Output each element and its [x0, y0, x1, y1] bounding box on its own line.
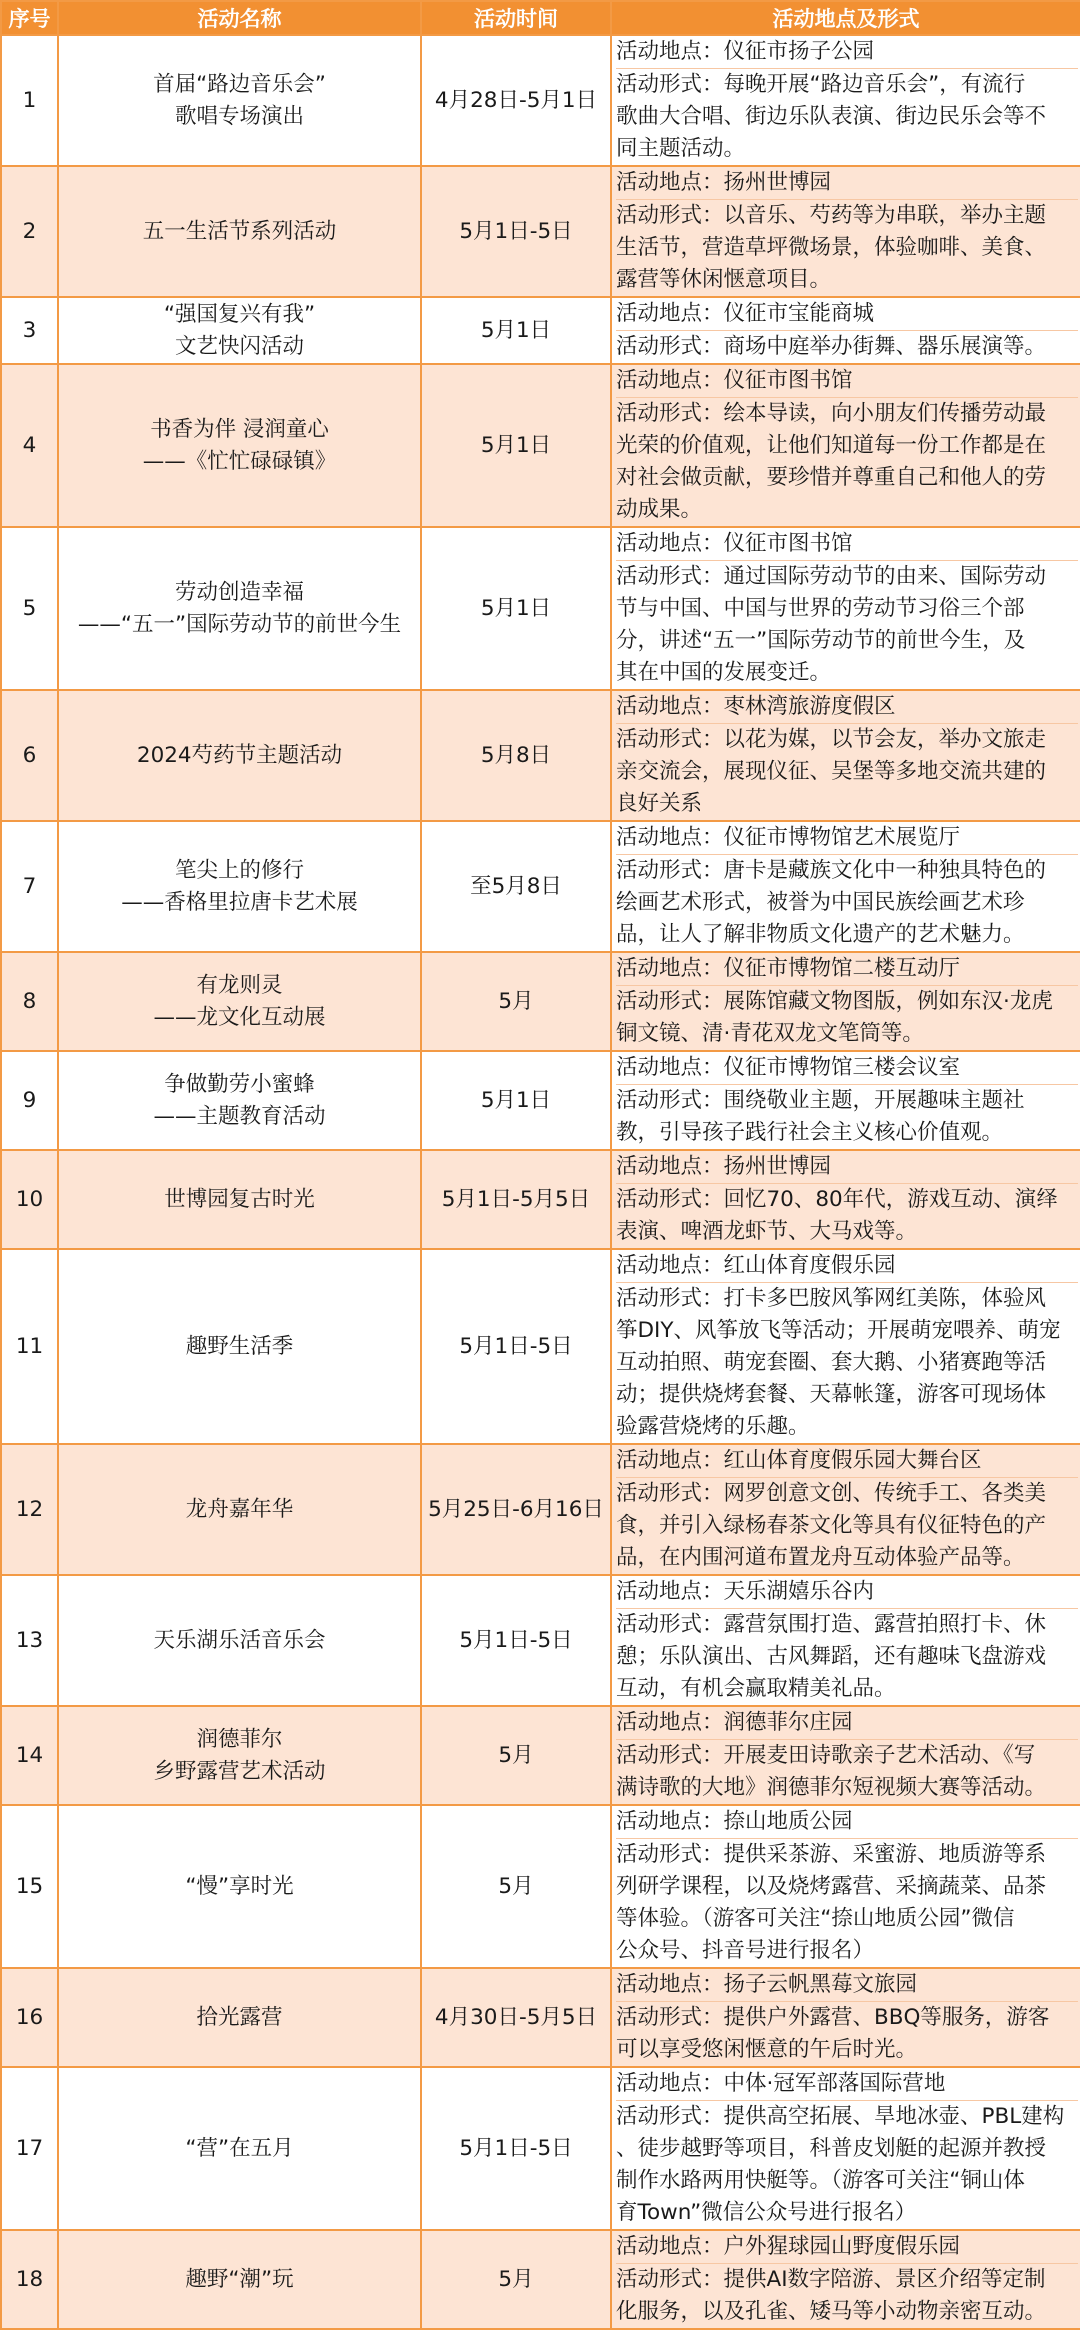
activity-name-cell [58, 2230, 421, 2329]
header-no: 序号 [1, 1, 58, 35]
activity-form-line: 亲交流会，展现仪征、吴堡等多地交流共建的 [616, 759, 1047, 784]
activity-form-line: 动成果。 [616, 497, 703, 522]
row-number: 14 [1, 1706, 58, 1805]
activity-form-line: 活动形式：网罗创意文创、传统手工、各类美 [616, 1481, 1047, 1506]
row-number: 3 [1, 297, 58, 364]
table-row [1, 952, 1080, 1051]
row-number: 5 [1, 527, 58, 690]
activity-name-cell [58, 1249, 421, 1444]
activity-place: 活动地点：润德菲尔庄园 [616, 1710, 853, 1735]
activity-place: 活动地点：红山体育度假乐园大舞台区 [616, 1448, 982, 1473]
activity-form [616, 2263, 1078, 2328]
activity-form [616, 1608, 1078, 1705]
activity-place: 活动地点：捺山地质公园 [616, 1809, 853, 1834]
activity-name-cell [58, 952, 421, 1051]
activity-form-line: 食，并引入绿杨春茶文化等具有仪征特色的产 [616, 1513, 1047, 1538]
activity-name-line: 趣野生活季 [185, 1333, 294, 1359]
activity-place: 活动地点：仪征市图书馆 [616, 368, 853, 393]
header-name: 活动名称 [58, 1, 421, 35]
row-number: 6 [1, 690, 58, 821]
activity-time-cell: 4月28日-5月1日 [421, 35, 611, 166]
activity-form-line: 互动拍照、萌宠套圈、套大鹅、小猪赛跑等活 [616, 1350, 1047, 1375]
activity-form-line: 歌曲大合唱、街边乐队表演、街边民乐会等不 [616, 104, 1047, 129]
activity-place-form-cell [611, 821, 1080, 952]
activity-place-form-cell [611, 166, 1080, 297]
activity-name-cell [58, 690, 421, 821]
table-row [1, 364, 1080, 527]
activity-form-line: 对社会做贡献，要珍惜并尊重自己和他人的劳 [616, 465, 1047, 490]
row-number: 15 [1, 1805, 58, 1968]
activity-name-line: 2024芍药节主题活动 [136, 742, 343, 768]
activity-form-line: 可以享受悠闲惬意的午后时光。 [616, 2037, 918, 2062]
activity-name-cell [58, 1968, 421, 2067]
activity-form-line: 育Town”微信公众号进行报名） [616, 2200, 917, 2225]
row-number: 7 [1, 821, 58, 952]
activity-form [616, 985, 1078, 1050]
activity-form-line: 互动，有机会赢取精美礼品。 [616, 1676, 896, 1701]
activity-name-cell [58, 1150, 421, 1249]
activity-place-form-cell [611, 1968, 1080, 2067]
activity-name-cell [58, 1575, 421, 1706]
activity-name-cell [58, 1706, 421, 1805]
activity-form [616, 68, 1078, 165]
table-row [1, 1249, 1080, 1444]
activity-time-cell: 5月 [421, 952, 611, 1051]
activity-place-form-cell [611, 1444, 1080, 1575]
activity-place: 活动地点：红山体育度假乐园 [616, 1253, 896, 1278]
activity-form-line: 生活节，营造草坪微场景，体验咖啡、美食、 [616, 235, 1047, 260]
activity-form-line: 等体验。（游客可关注“捺山地质公园”微信 [616, 1906, 1015, 1931]
activity-form-line: 活动形式：打卡多巴胺风筝网红美陈，体验风 [616, 1286, 1047, 1311]
row-number: 2 [1, 166, 58, 297]
activity-form [616, 2001, 1078, 2066]
activity-time-cell: 5月1日-5日 [421, 1575, 611, 1706]
activity-form-line: 公众号、抖音号进行报名） [616, 1938, 875, 1963]
table-row [1, 1444, 1080, 1575]
row-number: 13 [1, 1575, 58, 1706]
activity-place: 活动地点：扬州世博园 [616, 1154, 832, 1179]
activity-form [616, 2100, 1078, 2229]
activity-form [616, 330, 1078, 363]
activity-time-cell: 5月 [421, 2230, 611, 2329]
table-row [1, 1968, 1080, 2067]
activity-time-cell: 至5月8日 [421, 821, 611, 952]
activity-name-line: 趣野“潮”玩 [185, 2266, 294, 2292]
activity-place: 活动地点：仪征市扬子公园 [616, 39, 875, 64]
activity-name-line: ——主题教育活动 [153, 1103, 326, 1129]
header-time: 活动时间 [421, 1, 611, 35]
activity-form-line: 节与中国、中国与世界的劳动节习俗三个部 [616, 596, 1025, 621]
table-row [1, 527, 1080, 690]
activity-time-cell: 5月1日 [421, 364, 611, 527]
activity-time-cell: 5月1日-5日 [421, 1249, 611, 1444]
activity-form-line: 活动形式：提供高空拓展、旱地冰壶、PBL建构 [616, 2104, 1065, 2129]
activity-name-line: 拾光露营 [196, 2004, 283, 2030]
activity-place: 活动地点：仪征市博物馆二楼互动厅 [616, 956, 961, 981]
row-number: 16 [1, 1968, 58, 2067]
activity-place-form-cell [611, 1805, 1080, 1968]
activity-form [616, 1282, 1078, 1443]
activity-form-line: 列研学课程，以及烧烤露营、采摘蔬菜、品茶 [616, 1874, 1047, 1899]
activity-form-line: 良好关系 [616, 791, 703, 816]
activity-form-line: 露营等休闲惬意项目。 [616, 267, 832, 292]
activity-place: 活动地点：户外猩球园山野度假乐园 [616, 2234, 961, 2259]
table-row [1, 1575, 1080, 1706]
activity-form [616, 397, 1078, 526]
activity-name-line: 争做勤劳小蜜蜂 [164, 1071, 315, 1097]
activity-name-cell [58, 297, 421, 364]
activity-name-line: ——《忙忙碌碌镇》 [142, 448, 337, 474]
activity-form [616, 854, 1078, 951]
activity-form-line: 同主题活动。 [616, 136, 746, 161]
activity-form-line: 活动形式：唐卡是藏族文化中一种独具特色的 [616, 858, 1047, 883]
activity-form-line: 品，在内围河道布置龙舟互动体验产品等。 [616, 1545, 1025, 1570]
activity-form-line: 筝DIY、风筝放飞等活动；开展萌宠喂养、萌宠 [616, 1318, 1061, 1343]
row-number: 11 [1, 1249, 58, 1444]
activity-name-line: 龙舟嘉年华 [185, 1496, 294, 1522]
activity-time-cell: 5月1日 [421, 527, 611, 690]
row-number: 8 [1, 952, 58, 1051]
activity-time-cell: 5月1日-5日 [421, 166, 611, 297]
activity-form-line: 活动形式：提供户外露营、BBQ等服务，游客 [616, 2005, 1050, 2030]
activity-form-line: 分，讲述“五一”国际劳动节的前世今生，及 [616, 628, 1026, 653]
activity-form [616, 1838, 1078, 1967]
activity-place-form-cell [611, 364, 1080, 527]
activity-place: 活动地点：枣林湾旅游度假区 [616, 694, 896, 719]
activity-place-form-cell [611, 1051, 1080, 1150]
table-row [1, 1150, 1080, 1249]
activity-form-line: 表演、啤酒龙虾节、大马戏等。 [616, 1219, 918, 1244]
activity-form-line: 、徒步越野等项目，科普皮划艇的起源并教授 [616, 2136, 1047, 2161]
activity-form-line: 满诗歌的大地》润德菲尔短视频大赛等活动。 [616, 1775, 1047, 1800]
activity-form-line: 活动形式：每晚开展“路边音乐会”，有流行 [616, 72, 1026, 97]
row-number: 9 [1, 1051, 58, 1150]
activity-form-line: 活动形式：以花为媒，以节会友，举办文旅走 [616, 727, 1047, 752]
activity-name-line: 笔尖上的修行 [174, 857, 304, 883]
activity-name-cell [58, 1444, 421, 1575]
table-row [1, 1051, 1080, 1150]
table-row [1, 1805, 1080, 1968]
activity-form-line: 铜文镜、清·青花双龙文笔筒等。 [616, 1021, 924, 1046]
activity-name-cell [58, 364, 421, 527]
table-row [1, 2067, 1080, 2230]
activity-place: 活动地点：扬子云帆黑莓文旅园 [616, 1972, 918, 1997]
activity-form-line: 光荣的价值观，让他们知道每一份工作都是在 [616, 433, 1047, 458]
table-row [1, 166, 1080, 297]
activity-name-line: 润德菲尔 [196, 1726, 283, 1752]
activity-form-line: 制作水路两用快艇等。（游客可关注“铜山体 [616, 2168, 1025, 2193]
activity-form [616, 723, 1078, 820]
activity-form-line: 活动形式：商场中庭举办街舞、器乐展演等。 [616, 334, 1047, 359]
table-body [1, 35, 1080, 2329]
activity-place-form-cell [611, 1575, 1080, 1706]
activity-name-line: ——龙文化互动展 [153, 1004, 326, 1030]
activity-name-line: 劳动创造幸福 [174, 579, 304, 605]
activity-time-cell: 5月25日-6月16日 [421, 1444, 611, 1575]
activity-form [616, 1477, 1078, 1574]
activity-name-cell [58, 1051, 421, 1150]
activity-form-line: 绘画艺术形式，被誉为中国民族绘画艺术珍 [616, 890, 1025, 915]
activity-place-form-cell [611, 35, 1080, 166]
activity-form-line: 活动形式：通过国际劳动节的由来、国际劳动 [616, 564, 1047, 589]
activity-form [616, 1183, 1078, 1248]
activity-form-line: 动；提供烧烤套餐、天幕帐篷，游客可现场体 [616, 1382, 1047, 1407]
activity-form-line: 活动形式：展陈馆藏文物图版，例如东汉·龙虎 [616, 989, 1053, 1014]
activity-place-form-cell [611, 2230, 1080, 2329]
table-row [1, 821, 1080, 952]
activity-name-line: “强国复兴有我” [163, 301, 316, 327]
row-number: 4 [1, 364, 58, 527]
row-number: 1 [1, 35, 58, 166]
activity-name-line: 文艺快闪活动 [174, 333, 304, 359]
header-place-form: 活动地点及形式 [611, 1, 1080, 35]
table-row [1, 2230, 1080, 2329]
activity-form-line: 化服务，以及孔雀、矮马等小动物亲密互动。 [616, 2299, 1047, 2324]
activity-name-line: ——“五一”国际劳动节的前世今生 [77, 611, 402, 637]
activity-place: 活动地点：仪征市博物馆艺术展览厅 [616, 825, 961, 850]
activity-name-cell [58, 2067, 421, 2230]
activity-form [616, 199, 1078, 296]
activity-form [616, 1084, 1078, 1149]
activity-form-line: 教，引导孩子践行社会主义核心价值观。 [616, 1120, 1004, 1145]
activity-form-line: 活动形式：开展麦田诗歌亲子艺术活动、《写 [616, 1743, 1036, 1768]
row-number: 12 [1, 1444, 58, 1575]
activity-place-form-cell [611, 527, 1080, 690]
activity-name-cell [58, 821, 421, 952]
activity-form [616, 560, 1078, 689]
activity-place-form-cell [611, 1150, 1080, 1249]
activity-name-line: 天乐湖乐活音乐会 [153, 1627, 326, 1653]
activity-time-cell: 5月 [421, 1805, 611, 1968]
activity-form [616, 1739, 1078, 1804]
activity-form-line: 活动形式：回忆70、80年代，游戏互动、演绎 [616, 1187, 1058, 1212]
activity-place: 活动地点：扬州世博园 [616, 170, 832, 195]
activity-name-line: “营”在五月 [185, 2135, 294, 2161]
activity-place: 活动地点：仪征市图书馆 [616, 531, 853, 556]
activity-name-line: 乡野露营艺术活动 [153, 1758, 326, 1784]
activity-form-line: 憩；乐队演出、古风舞蹈，还有趣味飞盘游戏 [616, 1644, 1047, 1669]
activity-name-line: 歌唱专场演出 [174, 103, 304, 129]
activity-place-form-cell [611, 690, 1080, 821]
row-number: 10 [1, 1150, 58, 1249]
row-number: 18 [1, 2230, 58, 2329]
activity-time-cell: 5月1日-5月5日 [421, 1150, 611, 1249]
activity-form-line: 验露营烧烤的乐趣。 [616, 1414, 810, 1439]
activity-form-line: 活动形式：提供AI数字陪游、景区介绍等定制 [616, 2267, 1046, 2292]
activity-time-cell: 4月30日-5月5日 [421, 1968, 611, 2067]
activity-name-line: 有龙则灵 [196, 972, 283, 998]
activity-place-form-cell [611, 1706, 1080, 1805]
activity-name-line: 书香为伴 浸润童心 [150, 416, 329, 442]
table-row [1, 690, 1080, 821]
activity-time-cell: 5月1日-5日 [421, 2067, 611, 2230]
activity-place-form-cell [611, 2067, 1080, 2230]
activity-form-line: 活动形式：露营氛围打造、露营拍照打卡、休 [616, 1612, 1047, 1637]
activity-form-line: 活动形式：以音乐、芍药等为串联，举办主题 [616, 203, 1047, 228]
activity-name-cell [58, 1805, 421, 1968]
row-number: 17 [1, 2067, 58, 2230]
activity-name-line: 五一生活节系列活动 [142, 218, 337, 244]
activity-time-cell: 5月1日 [421, 1051, 611, 1150]
activity-name-line: 世博园复古时光 [164, 1186, 315, 1212]
activity-place: 活动地点：仪征市宝能商城 [616, 301, 875, 326]
table-header-row [1, 1, 1080, 35]
activity-name-line: “慢”享时光 [185, 1873, 294, 1899]
activity-name-cell [58, 527, 421, 690]
table-row [1, 35, 1080, 166]
activity-name-cell [58, 166, 421, 297]
activity-form-line: 活动形式：提供采茶游、采蜜游、地质游等系 [616, 1842, 1047, 1867]
activity-form-line: 其在中国的发展变迁。 [616, 660, 832, 685]
activity-name-line: 首届“路边音乐会” [153, 71, 326, 97]
activity-place: 活动地点：天乐湖嬉乐谷内 [616, 1579, 875, 1604]
activity-form-line: 品，让人了解非物质文化遗产的艺术魅力。 [616, 922, 1025, 947]
activity-time-cell: 5月 [421, 1706, 611, 1805]
activity-place-form-cell [611, 297, 1080, 364]
activity-place: 活动地点：仪征市博物馆三楼会议室 [616, 1055, 961, 1080]
table-row [1, 297, 1080, 364]
activity-name-line: ——香格里拉唐卡艺术展 [121, 889, 358, 915]
activity-time-cell: 5月8日 [421, 690, 611, 821]
table-row [1, 1706, 1080, 1805]
activity-form-line: 活动形式：围绕敬业主题，开展趣味主题社 [616, 1088, 1025, 1113]
activity-name-cell [58, 35, 421, 166]
activity-time-cell: 5月1日 [421, 297, 611, 364]
activity-place-form-cell [611, 1249, 1080, 1444]
activity-place: 活动地点：中体·冠军部落国际营地 [616, 2071, 946, 2096]
activity-place-form-cell [611, 952, 1080, 1051]
activity-form-line: 活动形式：绘本导读，向小朋友们传播劳动最 [616, 401, 1047, 426]
